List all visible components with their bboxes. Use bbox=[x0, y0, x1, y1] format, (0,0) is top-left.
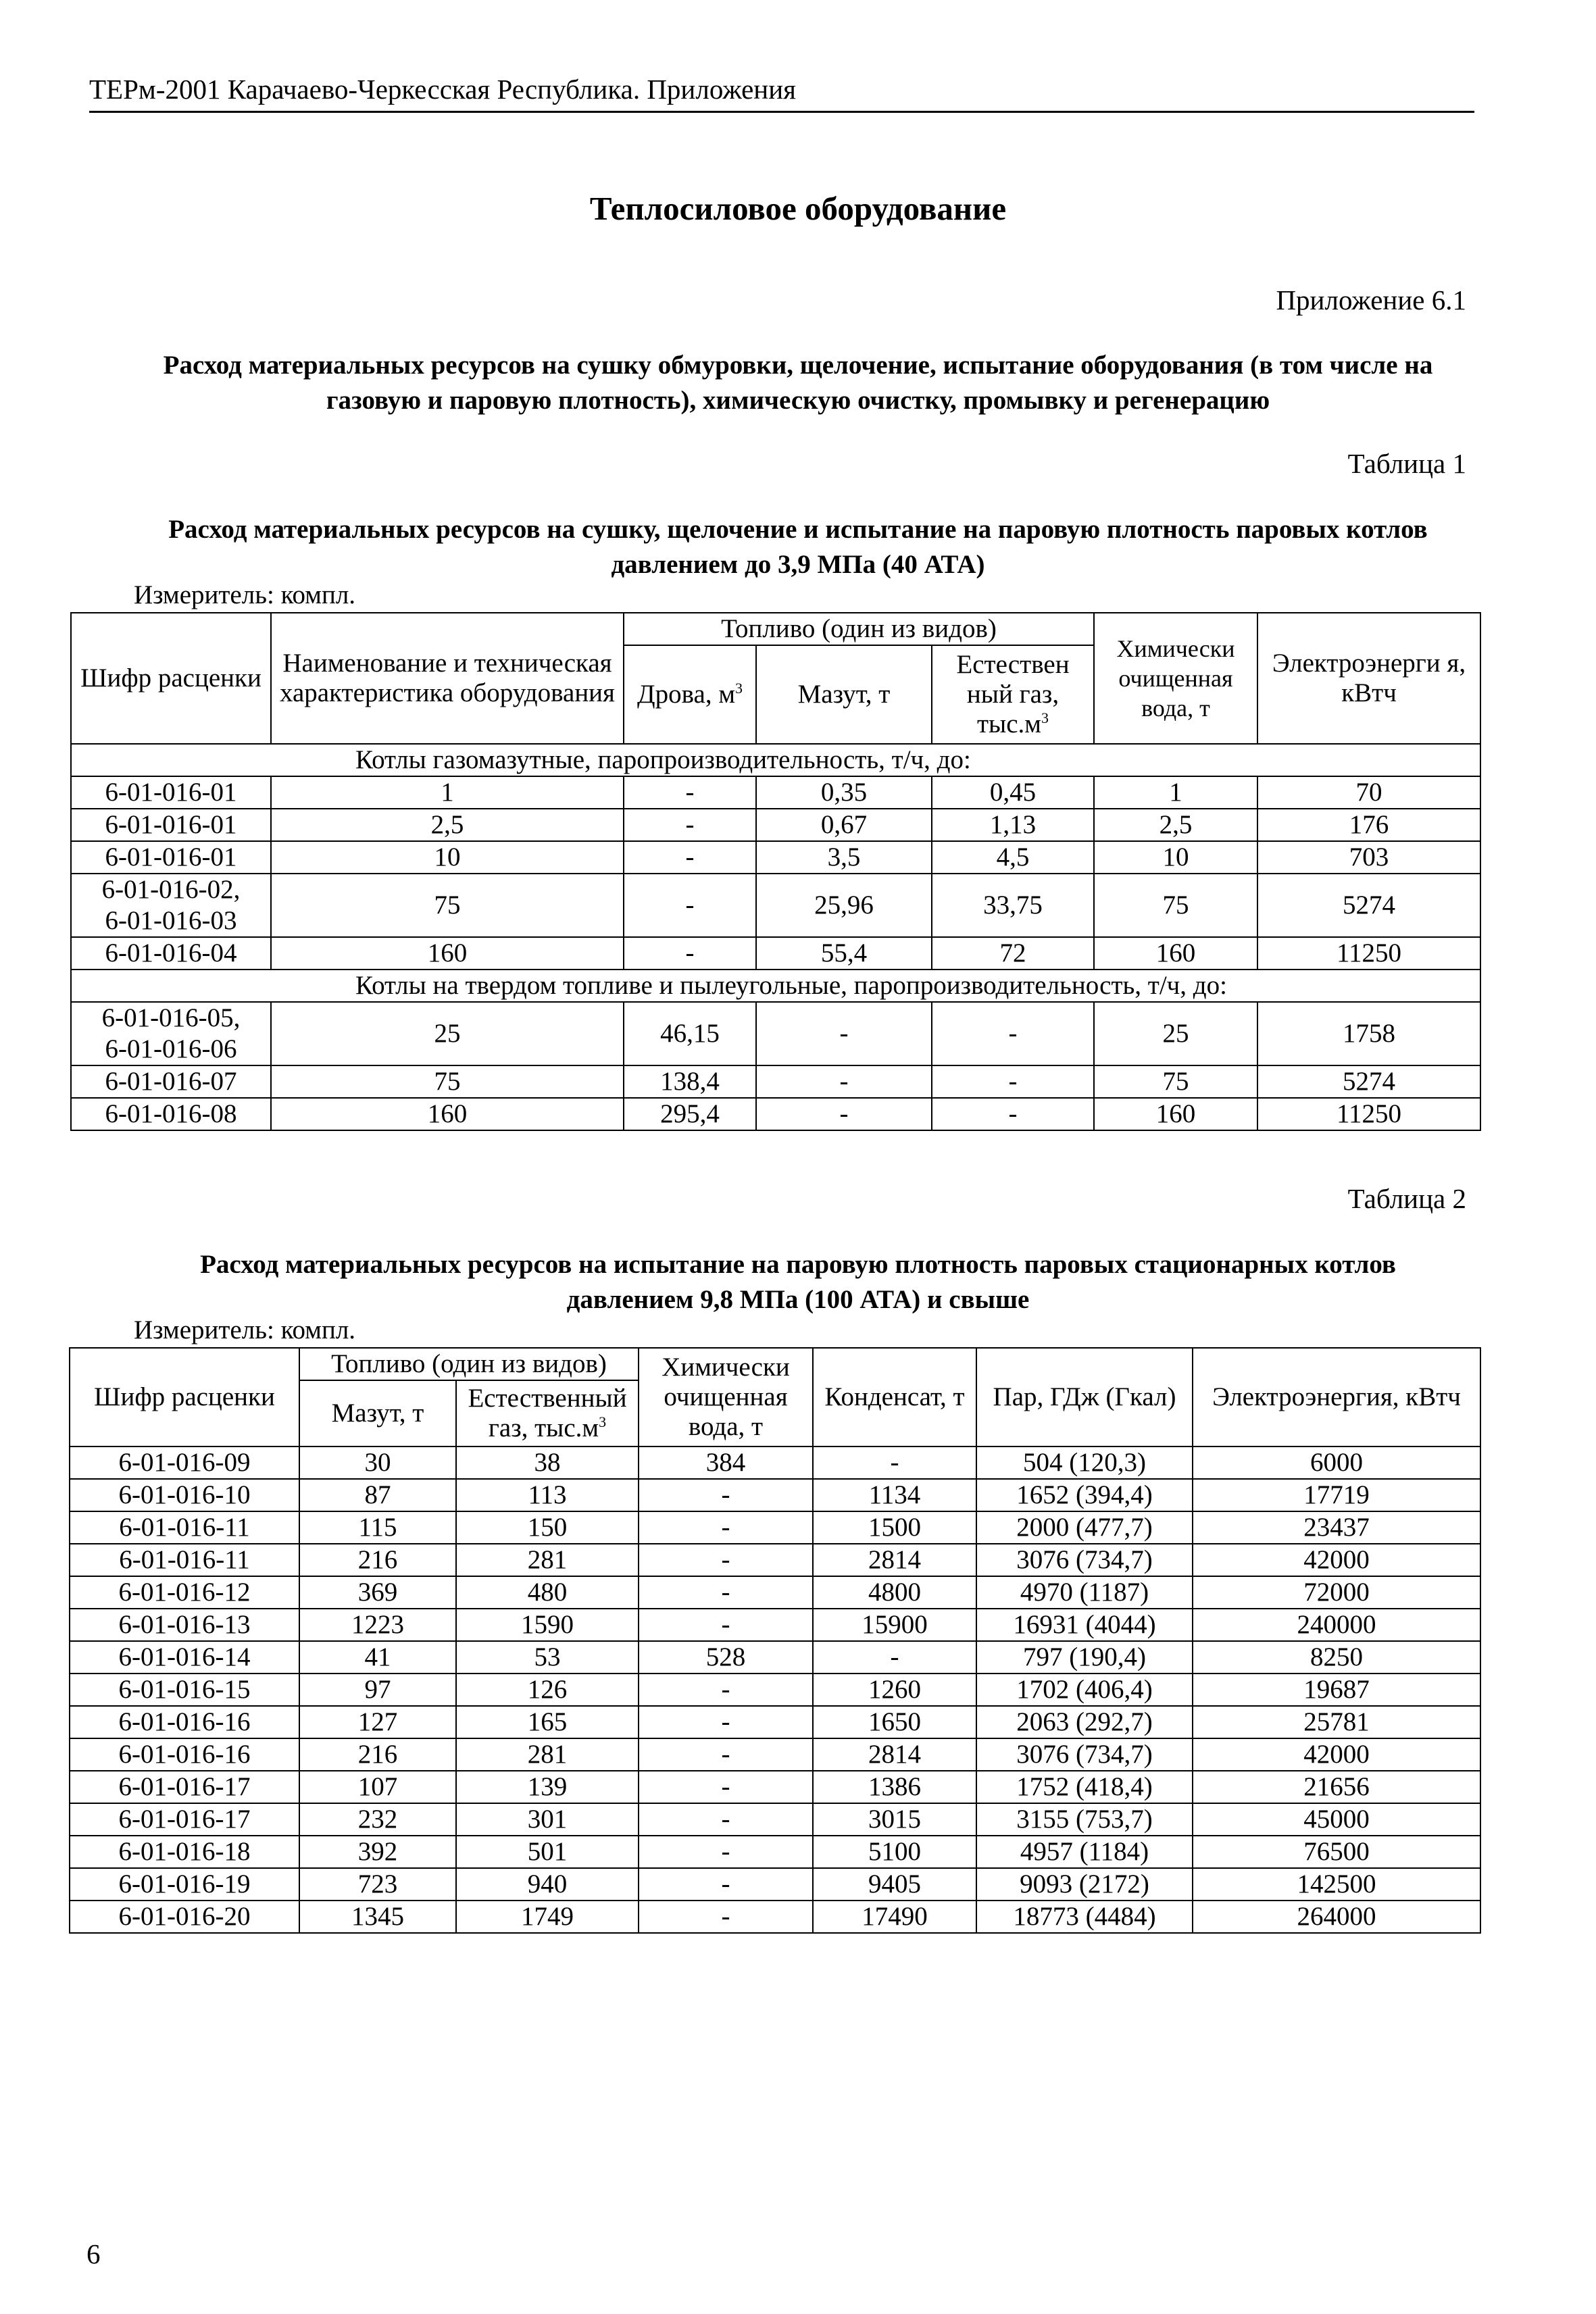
steam-cell: 3155 (753,7) bbox=[976, 1803, 1193, 1836]
mazut-cell: 1345 bbox=[299, 1901, 456, 1933]
gas-cell: 940 bbox=[456, 1868, 639, 1901]
gas-cell: 113 bbox=[456, 1479, 639, 1511]
steam-cell: 4957 (1184) bbox=[976, 1836, 1193, 1868]
water-cell: 10 bbox=[1094, 841, 1257, 874]
code-cell: 6-01-016-08 bbox=[71, 1098, 271, 1130]
water-cell: 2,5 bbox=[1094, 809, 1257, 841]
code-cell: 6-01-016-19 bbox=[70, 1868, 299, 1901]
water-cell: - bbox=[639, 1771, 813, 1803]
gas-cell: 480 bbox=[456, 1576, 639, 1609]
wood-cell: - bbox=[624, 874, 756, 937]
water-cell: 75 bbox=[1094, 874, 1257, 937]
water-cell: - bbox=[639, 1511, 813, 1544]
power-cell: 8250 bbox=[1193, 1641, 1480, 1674]
wood-cell: 295,4 bbox=[624, 1098, 756, 1130]
gas-cell: 72 bbox=[932, 937, 1094, 970]
table-row bbox=[71, 874, 1480, 937]
running-header: ТЕРм-2001 Карачаево-Черкесская Республика. Приложения bbox=[89, 73, 1474, 113]
gas-cell: 1,13 bbox=[932, 809, 1094, 841]
mazut-cell: - bbox=[756, 1065, 932, 1098]
steam-cell: 4970 (1187) bbox=[976, 1576, 1193, 1609]
table-row bbox=[70, 1479, 1480, 1511]
table1-units: Измеритель: компл. bbox=[134, 580, 356, 609]
mazut-cell: 1223 bbox=[299, 1609, 456, 1641]
mazut-cell: 107 bbox=[299, 1771, 456, 1803]
code-cell: 6-01-016-18 bbox=[70, 1836, 299, 1868]
t2-header-code: Шифр расценки bbox=[70, 1348, 299, 1447]
code-cell: 6-01-016-12 bbox=[70, 1576, 299, 1609]
water-cell: - bbox=[639, 1706, 813, 1738]
power-cell: 76500 bbox=[1193, 1836, 1480, 1868]
name-cell: 1 bbox=[271, 776, 624, 809]
condensate-cell: - bbox=[813, 1447, 976, 1479]
condensate-cell: 15900 bbox=[813, 1609, 976, 1641]
table1-caption: Расход материальных ресурсов на сушку, щелочение и испытание на паровую плотность паровых котлов давлением до 3,9 МПа (40 АТА) bbox=[168, 515, 1428, 579]
power-cell: 21656 bbox=[1193, 1771, 1480, 1803]
power-cell: 5274 bbox=[1257, 874, 1480, 937]
t1-header-code: Шифр расценки bbox=[71, 613, 271, 744]
water-cell: 25 bbox=[1094, 1002, 1257, 1065]
gas-cell: 501 bbox=[456, 1836, 639, 1868]
name-cell: 10 bbox=[271, 841, 624, 874]
gas-cell: - bbox=[932, 1098, 1094, 1130]
power-cell: 264000 bbox=[1193, 1901, 1480, 1933]
water-cell: - bbox=[639, 1803, 813, 1836]
gas-cell: 1590 bbox=[456, 1609, 639, 1641]
gas-cell: 150 bbox=[456, 1511, 639, 1544]
gas-cell: 126 bbox=[456, 1674, 639, 1706]
code-cell: 6-01-016-01 bbox=[71, 809, 271, 841]
power-cell: 17719 bbox=[1193, 1479, 1480, 1511]
table-row bbox=[70, 1641, 1480, 1674]
power-cell: 176 bbox=[1257, 809, 1480, 841]
water-cell: 75 bbox=[1094, 1065, 1257, 1098]
wood-cell: 138,4 bbox=[624, 1065, 756, 1098]
t1-header-mazut: Мазут, т bbox=[756, 645, 932, 744]
condensate-cell: 9405 bbox=[813, 1868, 976, 1901]
code-cell: 6-01-016-15 bbox=[70, 1674, 299, 1706]
mazut-cell: 41 bbox=[299, 1641, 456, 1674]
t2-header-condensate: Конденсат, т bbox=[813, 1348, 976, 1447]
t2-header-steam: Пар, ГДж (Гкал) bbox=[976, 1348, 1193, 1447]
mazut-cell: 127 bbox=[299, 1706, 456, 1738]
gas-cell: 38 bbox=[456, 1447, 639, 1479]
condensate-cell: 1134 bbox=[813, 1479, 976, 1511]
mazut-cell: - bbox=[756, 1002, 932, 1065]
water-cell: 1 bbox=[1094, 776, 1257, 809]
gas-cell: 301 bbox=[456, 1803, 639, 1836]
mazut-cell: 55,4 bbox=[756, 937, 932, 970]
name-cell: 2,5 bbox=[271, 809, 624, 841]
water-cell: - bbox=[639, 1544, 813, 1576]
mazut-cell: 87 bbox=[299, 1479, 456, 1511]
table-row bbox=[70, 1803, 1480, 1836]
power-cell: 42000 bbox=[1193, 1738, 1480, 1771]
code-cell: 6-01-016-17 bbox=[70, 1803, 299, 1836]
gas-cell: 139 bbox=[456, 1771, 639, 1803]
table-row bbox=[71, 776, 1480, 809]
t1-header-gas: Естествен ный газ, $тыс.м^3$ bbox=[932, 645, 1094, 744]
group-row bbox=[71, 970, 1480, 1002]
code-cell: 6-01-016-16 bbox=[70, 1706, 299, 1738]
mazut-cell: - bbox=[756, 1098, 932, 1130]
t2-header-power: Электроэнергия, кВтч bbox=[1193, 1348, 1480, 1447]
power-cell: 5274 bbox=[1257, 1065, 1480, 1098]
code-cell: 6-01-016-16 bbox=[70, 1738, 299, 1771]
power-cell: 11250 bbox=[1257, 937, 1480, 970]
table2-units: Измеритель: компл. bbox=[134, 1315, 356, 1344]
code-cell: 6-01-016-13 bbox=[70, 1609, 299, 1641]
code-cell: 6-01-016-04 bbox=[71, 937, 271, 970]
table-row bbox=[70, 1868, 1480, 1901]
table-row bbox=[70, 1706, 1480, 1738]
condensate-cell: 2814 bbox=[813, 1544, 976, 1576]
appendix-label: Приложение 6.1 bbox=[1276, 284, 1466, 316]
code-line: 6-01-016-03 bbox=[105, 906, 237, 935]
power-cell: 25781 bbox=[1193, 1706, 1480, 1738]
group-label: Котлы на твердом топливе и пылеугольные, паропроизводительность, т/ч, до: bbox=[71, 970, 1480, 1002]
power-cell: 703 bbox=[1257, 841, 1480, 874]
table-row bbox=[71, 1098, 1480, 1130]
steam-cell: 9093 (2172) bbox=[976, 1868, 1193, 1901]
power-cell: 19687 bbox=[1193, 1674, 1480, 1706]
condensate-cell: 17490 bbox=[813, 1901, 976, 1933]
table-row bbox=[70, 1511, 1480, 1544]
code-cell: 6-01-016-10 bbox=[70, 1479, 299, 1511]
water-cell: 384 bbox=[639, 1447, 813, 1479]
power-cell: 42000 bbox=[1193, 1544, 1480, 1576]
name-cell: 75 bbox=[271, 1065, 624, 1098]
table-row bbox=[70, 1544, 1480, 1576]
power-cell: 45000 bbox=[1193, 1803, 1480, 1836]
water-cell: - bbox=[639, 1836, 813, 1868]
power-cell: 142500 bbox=[1193, 1868, 1480, 1901]
table-row bbox=[70, 1674, 1480, 1706]
table-row bbox=[70, 1771, 1480, 1803]
t1-header-wood: Дрова, $м^3$ bbox=[624, 645, 756, 744]
table-row bbox=[70, 1836, 1480, 1868]
water-cell: - bbox=[639, 1901, 813, 1933]
gas-cell: 33,75 bbox=[932, 874, 1094, 937]
steam-cell: 1702 (406,4) bbox=[976, 1674, 1193, 1706]
page-number: 6 bbox=[86, 2238, 101, 2269]
water-cell: 528 bbox=[639, 1641, 813, 1674]
power-cell: 70 bbox=[1257, 776, 1480, 809]
condensate-cell: 1500 bbox=[813, 1511, 976, 1544]
mazut-cell: 115 bbox=[299, 1511, 456, 1544]
code-cell: 6-01-016-01 bbox=[71, 776, 271, 809]
table-row bbox=[70, 1738, 1480, 1771]
code-cell: 6-01-016-20 bbox=[70, 1901, 299, 1933]
code-cell: 6-01-016-11 bbox=[70, 1544, 299, 1576]
table2-caption: Расход материальных ресурсов на испытание на паровую плотность паровых стационарных котлов давлением 9,8 МПа (100 АТА) и свыше bbox=[200, 1250, 1396, 1314]
code-line: 6-01-016-06 bbox=[105, 1034, 237, 1063]
steam-cell: 3076 (734,7) bbox=[976, 1544, 1193, 1576]
power-cell: 1758 bbox=[1257, 1002, 1480, 1065]
water-cell: 160 bbox=[1094, 937, 1257, 970]
table1-label: Таблица 1 bbox=[1347, 448, 1466, 479]
group-row bbox=[71, 744, 1480, 776]
water-cell: 160 bbox=[1094, 1098, 1257, 1130]
code-cell: 6-01-016-11 bbox=[70, 1511, 299, 1544]
condensate-cell: 1386 bbox=[813, 1771, 976, 1803]
wood-cell: 46,15 bbox=[624, 1002, 756, 1065]
power-cell: 240000 bbox=[1193, 1609, 1480, 1641]
name-cell: 25 bbox=[271, 1002, 624, 1065]
condensate-cell: - bbox=[813, 1641, 976, 1674]
table-row bbox=[71, 1002, 1480, 1065]
gas-cell: - bbox=[932, 1002, 1094, 1065]
condensate-cell: 2814 bbox=[813, 1738, 976, 1771]
power-cell: 6000 bbox=[1193, 1447, 1480, 1479]
mazut-cell: 369 bbox=[299, 1576, 456, 1609]
name-cell: 160 bbox=[271, 1098, 624, 1130]
name-cell: 160 bbox=[271, 937, 624, 970]
mazut-cell: 232 bbox=[299, 1803, 456, 1836]
mazut-cell: 216 bbox=[299, 1738, 456, 1771]
code-cell bbox=[71, 874, 271, 937]
steam-cell: 797 (190,4) bbox=[976, 1641, 1193, 1674]
mazut-cell: 0,67 bbox=[756, 809, 932, 841]
steam-cell: 2000 (477,7) bbox=[976, 1511, 1193, 1544]
code-cell bbox=[71, 1002, 271, 1065]
mazut-cell: 723 bbox=[299, 1868, 456, 1901]
t1-header-fuel: Топливо (один из видов) bbox=[624, 613, 1094, 645]
t1-header-power: Электроэнерги я, кВтч bbox=[1257, 613, 1480, 744]
t2-header-mazut: Мазут, т bbox=[299, 1380, 456, 1447]
code-cell: 6-01-016-01 bbox=[71, 841, 271, 874]
t1-header-water: Химически очищенная вода, т bbox=[1094, 613, 1257, 744]
mazut-cell: 3,5 bbox=[756, 841, 932, 874]
wood-cell: - bbox=[624, 841, 756, 874]
name-cell: 75 bbox=[271, 874, 624, 937]
gas-cell: 281 bbox=[456, 1738, 639, 1771]
steam-cell: 18773 (4484) bbox=[976, 1901, 1193, 1933]
table2 bbox=[69, 1347, 1481, 1934]
condensate-cell: 1260 bbox=[813, 1674, 976, 1706]
table-row bbox=[70, 1901, 1480, 1933]
wood-cell: - bbox=[624, 809, 756, 841]
steam-cell: 3076 (734,7) bbox=[976, 1738, 1193, 1771]
code-line: 6-01-016-05, bbox=[101, 1003, 241, 1032]
mazut-cell: 25,96 bbox=[756, 874, 932, 937]
wood-cell: - bbox=[624, 937, 756, 970]
power-cell: 11250 bbox=[1257, 1098, 1480, 1130]
table-row bbox=[71, 937, 1480, 970]
steam-cell: 16931 (4044) bbox=[976, 1609, 1193, 1641]
water-cell: - bbox=[639, 1479, 813, 1511]
water-cell: - bbox=[639, 1674, 813, 1706]
table1 bbox=[70, 612, 1481, 1131]
mazut-cell: 0,35 bbox=[756, 776, 932, 809]
table-row bbox=[70, 1576, 1480, 1609]
gas-cell: 281 bbox=[456, 1544, 639, 1576]
t2-header-water: Химически очищенная вода, т bbox=[639, 1348, 813, 1447]
gas-cell: 0,45 bbox=[932, 776, 1094, 809]
section-caption: Расход материальных ресурсов на сушку обмуровки, щелочение, испытание оборудования (в том числе на газовую и паровую плотность), химическую очистку, промывку и регенерацию bbox=[163, 351, 1433, 415]
mazut-cell: 30 bbox=[299, 1447, 456, 1479]
code-cell: 6-01-016-07 bbox=[71, 1065, 271, 1098]
table-row bbox=[70, 1447, 1480, 1479]
steam-cell: 1752 (418,4) bbox=[976, 1771, 1193, 1803]
t2-header-gas: Естественный газ, $тыс.м^3$ bbox=[456, 1380, 639, 1447]
code-cell: 6-01-016-17 bbox=[70, 1771, 299, 1803]
page-title: Теплосиловое оборудование bbox=[589, 190, 1007, 227]
power-cell: 72000 bbox=[1193, 1576, 1480, 1609]
mazut-cell: 216 bbox=[299, 1544, 456, 1576]
water-cell: - bbox=[639, 1868, 813, 1901]
condensate-cell: 3015 bbox=[813, 1803, 976, 1836]
water-cell: - bbox=[639, 1738, 813, 1771]
t1-header-name: Наименование и техническая характеристика оборудования bbox=[271, 613, 624, 744]
condensate-cell: 4800 bbox=[813, 1576, 976, 1609]
gas-cell: 165 bbox=[456, 1706, 639, 1738]
table-row bbox=[71, 1065, 1480, 1098]
steam-cell: 2063 (292,7) bbox=[976, 1706, 1193, 1738]
t2-header-fuel: Топливо (один из видов) bbox=[299, 1348, 639, 1380]
code-cell: 6-01-016-09 bbox=[70, 1447, 299, 1479]
group-label: Котлы газомазутные, паропроизводительность, т/ч, до: bbox=[71, 744, 1480, 776]
gas-cell: 1749 bbox=[456, 1901, 639, 1933]
table2-label: Таблица 2 bbox=[1347, 1183, 1466, 1214]
mazut-cell: 392 bbox=[299, 1836, 456, 1868]
water-cell: - bbox=[639, 1609, 813, 1641]
table-row bbox=[71, 809, 1480, 841]
code-cell: 6-01-016-14 bbox=[70, 1641, 299, 1674]
condensate-cell: 1650 bbox=[813, 1706, 976, 1738]
power-cell: 23437 bbox=[1193, 1511, 1480, 1544]
mazut-cell: 97 bbox=[299, 1674, 456, 1706]
gas-cell: 53 bbox=[456, 1641, 639, 1674]
water-cell: - bbox=[639, 1576, 813, 1609]
table-row bbox=[70, 1609, 1480, 1641]
wood-cell: - bbox=[624, 776, 756, 809]
table-row bbox=[71, 841, 1480, 874]
steam-cell: 1652 (394,4) bbox=[976, 1479, 1193, 1511]
code-line: 6-01-016-02, bbox=[101, 875, 241, 904]
steam-cell: 504 (120,3) bbox=[976, 1447, 1193, 1479]
gas-cell: - bbox=[932, 1065, 1094, 1098]
gas-cell: 4,5 bbox=[932, 841, 1094, 874]
condensate-cell: 5100 bbox=[813, 1836, 976, 1868]
